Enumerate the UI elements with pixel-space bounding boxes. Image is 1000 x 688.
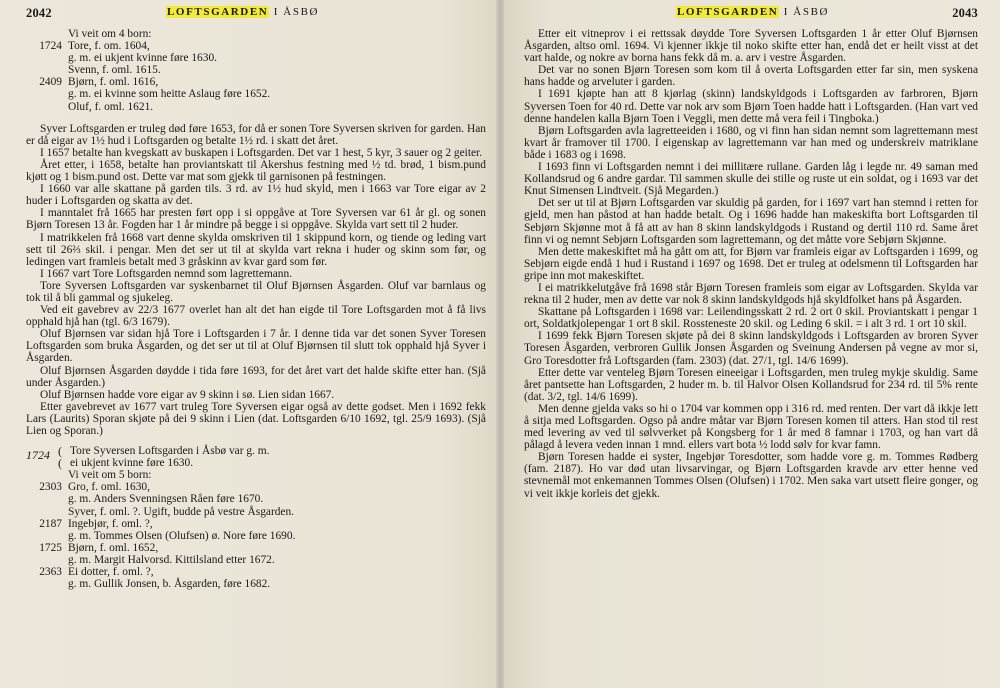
paragraph: Syver Loftsgarden er truleg død føre 1653, for då er sonen Tore Syversen skriven for garden. Han er då eigar av 1½ hud i Loftsgarden og betalte 1½ rd. i skatt det året.	[26, 122, 486, 147]
paragraph: I ei matrikkelutgåve frå 1698 står Bjørn Toresen framleis som eigar av Loftsgarden. Skylda var rekna til 2 huder, men av dette var nok 8 skinn landskyldgods hjå skyldfolket hans på Åsgarden.	[524, 281, 978, 307]
paragraph: Oluf Bjørnsen var sidan hjå Tore i Loftsgarden i 7 år. I denne tida var det sonen Syver Toresen Loftsgarden som bruka Åsgarden, og det ser ut til at Oluf Bjørnsen til slutt tok opphald hjå Syver i Åsgarden.	[26, 328, 486, 365]
left-children-list	[26, 28, 486, 113]
child-entry: Vi veit om 5 born:	[68, 469, 152, 482]
child-entry: 2187 Ingebjør, f. oml. ?,	[39, 517, 153, 530]
paragraph: Bjørn Loftsgarden avla lagretteeiden i 1680, og vi finn han sidan nemnt som lagrettemann mest kvart år framover til 1700. I eigenskap av lagrettemann var han med og underskreiv matriklane både i 1683 og i 1698.	[524, 124, 978, 161]
paragraph: Bjørn Toresen hadde ei syster, Ingebjør Toresdotter, som hadde vore g. m. Tommes Rødberg (fam. 2187). Ho var død utan livsarvingar, og Bjørn Loftsgarden kravde arv etter henne ved stevnemål mot enkemannen Tommes Olsen (Olufsen) i 1702. Men saka vart utsett fleire gonger, og vi veit ikkje korleis det gjekk.	[524, 451, 978, 500]
paragraph: Det var no sonen Bjørn Toresen som kom til å overta Loftsgarden etter far sin, men syskena hans hadde og arveluter i garden.	[524, 64, 978, 89]
paragraph: Etter eit vitneprov i ei rettssak døydde Tore Syversen Loftsgarden 1 år etter Oluf Bjørnsen Åsgarden, altso oml. 1694. Vi kjenner ikkje til noko skifte etter han, endå det er heilt visst at det vart halde, og nokre av borna hans fekk då m. a. arv i vestre Åsgarden.	[524, 28, 978, 65]
paragraph: I 1691 kjøpte han att 8 kjørlag (skinn) landskyldgods i Loftsgarden av farbroren, Bjørn Syversen Toen for 40 rd. Dette var nok arv som Bjørn Toen hadde hatt i Loftsgarden. (Han vart ved denne handelen kalla Bjørn Toen i Veggli, men dette må vera feil i Tingboka.)	[524, 88, 978, 125]
right-running-title	[676, 6, 829, 18]
child-entry: 1725 Bjørn, f. oml. 1652,	[39, 541, 159, 554]
paragraph: Det ser ut til at Bjørn Loftsgarden var skuldig på garden, for i 1697 vart han stemnd i retten for gjeld, men han påstod at han hadde betalt. Og i 1696 hadde han makeskifta bort Loftsgarden til Sebjørn Skjønne mot å få att av han 8 skinn landskyldgods i Rustand og dertil 110 rd. Same året finn vi og nemnt Sebjørn Loftsgarden som lagrettemann, og det måtte vore Sebjørn Skjønne.	[524, 197, 978, 246]
child-entry: g. m. Anders Svenningsen Råen føre 1670.	[68, 493, 264, 506]
child-entry: Syver, f. oml. ?. Ugift, budde på vestre Åsgarden.	[68, 505, 295, 518]
child-entry: g. m. Tommes Olsen (Olufsen) ø. Nore føre 1690.	[68, 529, 296, 542]
left-running-head	[26, 6, 486, 22]
right-running-head	[524, 6, 978, 22]
paragraph: Etter dette var venteleg Bjørn Toresen eineeigar i Loftsgarden, men truleg mykje skuldig. Same året pantsette han Loftsgarden, 2 huder m. b. til Halvor Olsen Kollandsrud for 234 rd. til 5% rente (dat. 3/2, tgl. 14/6 1699).	[524, 366, 978, 403]
paragraph: I matrikkelen frå 1668 vart denne skylda omskriven til 1 skippund korn, og tiende og leding vart sett til 26⅔ skil. i pengar. Men det ser ut til at skylda vart rekna i huder og skinn som før, og ledingen vart framleis betalt med 3 gråskinn av kvar gard som før.	[26, 231, 486, 268]
paragraph: I manntalet frå 1665 har presten ført opp i si oppgåve at Tore Syversen var 61 år gl. og sonen Bjørn Toresen 13 år. Fogden har 1 år mindre på begge i si oppgåve. Skylda vart sett til 2 huder.	[26, 207, 486, 232]
left-body-text	[26, 123, 486, 437]
left-page-number: 2042	[26, 6, 52, 20]
brace-mark: (	[58, 444, 62, 459]
child-entry: 1724 Tore, f. om. 1604,	[39, 40, 150, 53]
spouse-line: ( ei ukjent kvinne føre 1630.	[58, 456, 194, 471]
book-gutter	[496, 0, 504, 688]
child-entry: Oluf, f. oml. 1621.	[68, 100, 154, 113]
paragraph: I 1667 vart Tore Loftsgarden nemnd som lagrettemann.	[40, 267, 293, 280]
paragraph: Skattane på Loftsgarden i 1698 var: Leilendingsskatt 2 rd. 2 ort 0 skil. Proviantskatt i pengar 1 ort, Soldatkjolepengar 1 ort 8 skil. Rossteneste 20 skil. og Leding 6 skil. = i alt 3 rd. 1 ort 10 skil.	[524, 306, 978, 331]
child-entry: g. m. ei kvinne som heitte Aslaug føre 1652.	[68, 88, 271, 101]
brace-mark: (	[58, 456, 62, 471]
paragraph: Oluf Bjørnsen hadde vore eigar av 9 skinn i sø. Lien sidan 1667.	[40, 388, 335, 401]
paragraph: I 1657 betalte han kvegskatt av buskapen i Loftsgarden. Det var 1 hest, 5 kyr, 3 sauer og 2 geiter.	[40, 146, 483, 159]
paragraph: I 1693 finn vi Loftsgarden nemnt i dei millitære rullane. Garden låg i legde nr. 49 saman med Kollandsrud og 6 andre gardar. Til sammen skulle dei stille og ruste ut ein soldat, og i 1693 var det Knut Simensen Lindtveit. (Sjå Megarden.)	[524, 161, 978, 198]
paragraph: I 1699 fekk Bjørn Toresen skjøte på dei 8 skinn landskyldgods i Loftsgarden av broren Syver Toresen Åsgarden, verbroren Gullik Jonsen Åsgarden og Sveinung Andersen på vegne av mor si, Gro Toresdotter frå Loftsgarden (fam. 2303) (dat. 27/1, tgl. 14/6 1699).	[524, 330, 978, 367]
paragraph: Oluf Bjørnsen Åsgarden døydde i tida føre 1693, for det året vart det halde skifte etter han. (Sjå under Åsgarden.)	[26, 364, 486, 389]
generation-block	[26, 445, 486, 590]
generation-number: 1724	[26, 448, 50, 463]
paragraph: Tore Syversen Loftsgarden var syskenbarnet til Oluf Bjørnsen Åsgarden. Oluf var barnlaus og tok til å bli gammal og sjukeleg.	[26, 279, 486, 304]
child-entry: Svenn, f. oml. 1615.	[68, 64, 161, 77]
right-title-rest: I ÅSBØ	[779, 6, 830, 18]
right-body-text	[524, 28, 978, 500]
paragraph: Ved eit gavebrev av 22/3 1677 overlet han alt det han eigde til Tore Loftsgarden mot å få livs opphald hjå han (tgl. 6/3 1679).	[26, 304, 486, 329]
child-entry: 2363 Ei dotter, f. oml. ?,	[39, 566, 154, 579]
paragraph: Men denne gjelda vaks so hi o 1704 var kommen opp i 316 rd. med renten. Der vart då ikkje lett å sitja med Loftsgarden. Ogso på andre måtar var Bjørn Toresen komen til atters. Han stod til rest med levering av ved til sølvverket på Kongsberg for 1 år med 8 famnar i 1703, og han vart då pålagd å levera veden innan 1 mnd. ellers vart bota ½ lodd sølv for kvar famn.	[524, 402, 978, 452]
child-entry: 2409 Bjørn, f. oml. 1616,	[39, 76, 159, 89]
child-entry: Vi veit om 4 born:	[68, 28, 152, 40]
child-entry: g. m. ei ukjent kvinne føre 1630.	[68, 52, 217, 65]
left-title-rest: I ÅSBØ	[269, 6, 320, 18]
child-entry: g. m. Gullik Jonsen, b. Åsgarden, føre 1682.	[68, 578, 271, 591]
child-entry: g. m. Margit Halvorsd. Kittilsland etter 1672.	[68, 553, 275, 566]
spouse-line: ( Tore Syversen Loftsgarden i Åsbø var g. m.	[58, 444, 270, 459]
left-running-title	[166, 6, 319, 18]
right-title-highlight: LOFTSGARDEN	[677, 6, 779, 18]
right-page	[500, 0, 1000, 688]
child-entry: 2303 Gro, f. oml. 1630,	[39, 481, 150, 494]
generation-content	[39, 444, 296, 591]
right-page-number: 2043	[952, 6, 978, 20]
paragraph: Men dette makeskiftet må ha gått om att, for Bjørn var framleis eigar av Loftsgarden i 1699, og Sebjørn eigde endå 1 hud i Rustand i 1697 og 1698. Det er truleg at odelsmenn til Loftsgarden har gripe inn mot makeskiftet.	[524, 245, 978, 282]
paragraph: Etter gavebrevet av 1677 vart truleg Tore Syversen eigar også av dette godset. Men i 1692 fekk Lars (Laurits) Sporan skjøte på dei 9 skinn i Lien (dat. Loftsgarden 6/10 1692, tgl. 25/9 1693). (Sjå Lien og Sporan.)	[26, 400, 486, 437]
left-title-highlight: LOFTSGARDEN	[167, 6, 269, 18]
paragraph: I 1660 var alle skattane på garden tils. 3 rd. av 1½ hud skyld, men i 1663 var Tore eigar av 2 huder i Loftsgarden og skatta av det.	[26, 183, 486, 208]
generation-children-list	[26, 469, 295, 590]
paragraph: Året etter, i 1658, betalte han proviantskatt til Akershus festning med ½ td. brød, 1 bism.pund kjøtt og 1 bism.pund ost. Dette var mat som gjekk til garnisonen på festningen.	[26, 158, 486, 184]
